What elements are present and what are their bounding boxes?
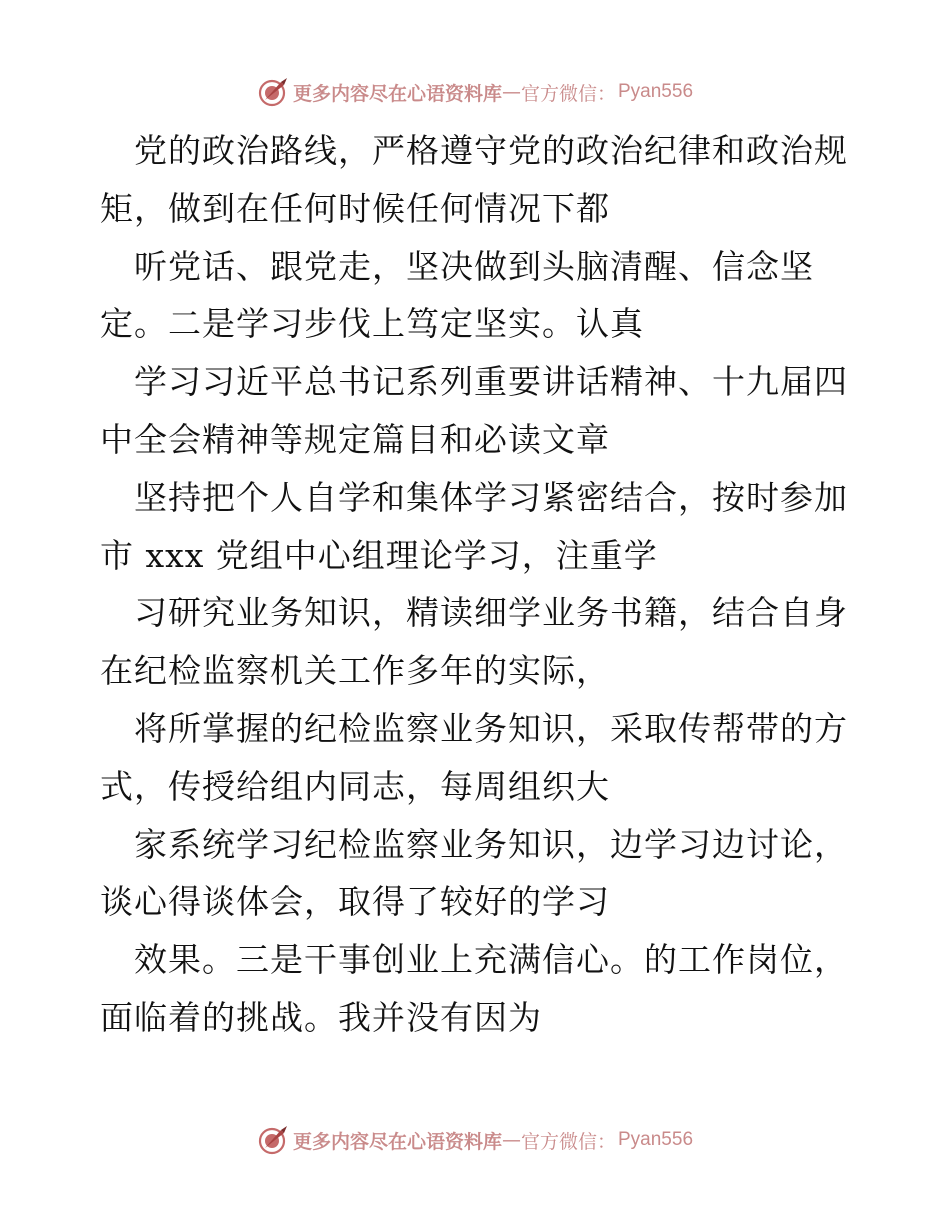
body-line: 学习习近平总书记系列重要讲话精神、十九届四 [134, 362, 848, 402]
watermark-wechat-id: Pyan556 [618, 81, 694, 102]
body-line: 定。二是学习步伐上笃定坚实。认真 [100, 304, 644, 344]
watermark-main-text: 更多内容尽在心语资料库 [292, 1130, 502, 1153]
body-line: 谈心得谈体会，取得了较好的学习 [100, 882, 610, 922]
body-line: 中全会精神等规定篇目和必读文章 [100, 419, 610, 459]
watermark-wechat-id: Pyan556 [618, 1129, 694, 1150]
body-line: 面临着的挑战。我并没有因为 [100, 997, 542, 1037]
body-line: 习研究业务知识，精读细学业务书籍，结合自身 [134, 593, 848, 633]
watermark-wechat-label: 官方微信： [520, 82, 616, 105]
document-body [100, 122, 860, 1047]
body-line: 式，传授给组内同志，每周组织大 [100, 766, 610, 806]
watermark-separator: — [501, 81, 521, 103]
body-line: 将所掌握的纪检监察业务知识，采取传帮带的方 [134, 708, 848, 748]
body-line: 在纪检监察机关工作多年的实际， [100, 651, 610, 691]
body-line: 市 xxx 党组中心组理论学习，注重学 [100, 535, 658, 575]
quill-logo-icon [257, 1124, 289, 1156]
header-watermark-banner [0, 72, 950, 112]
watermark-separator: — [501, 1129, 521, 1151]
body-line: 效果。三是干事创业上充满信心。的工作岗位， [134, 940, 848, 980]
footer-watermark-banner [0, 1120, 950, 1160]
watermark-main-text: 更多内容尽在心语资料库 [292, 82, 502, 105]
quill-logo-icon [257, 76, 289, 108]
watermark-wechat-label: 官方微信： [520, 1130, 616, 1153]
body-line: 坚持把个人自学和集体学习紧密结合，按时参加 [134, 477, 848, 517]
body-line: 家系统学习纪检监察业务知识，边学习边讨论， [134, 824, 848, 864]
body-line: 听党话、跟党走，坚决做到头脑清醒、信念坚 [134, 246, 814, 286]
body-line: 矩，做到在任何时候任何情况下都 [100, 188, 610, 228]
body-line: 党的政治路线，严格遵守党的政治纪律和政治规 [134, 131, 848, 170]
